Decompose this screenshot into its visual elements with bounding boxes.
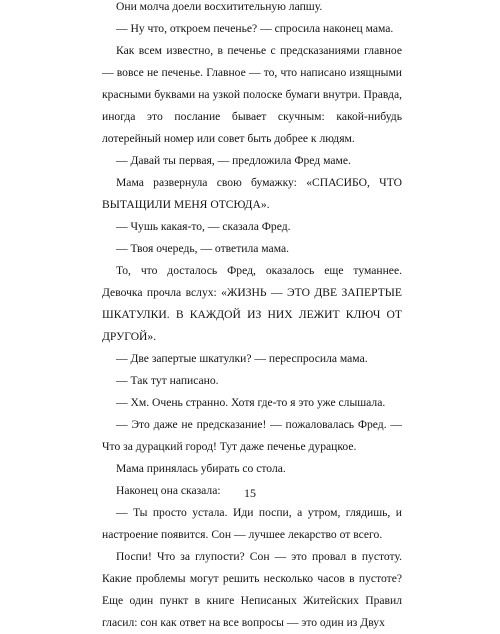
paragraph: Мама принялась убирать со стола. bbox=[116, 462, 286, 475]
paragraph: Мама развернула свою бумажку: «СПАСИБО, ЧТО ВЫТАЩИЛИ МЕНЯ ОТСЮДА». bbox=[102, 176, 402, 211]
paragraph: — Хм. Очень странно. Хотя где-то я это уже слышала. bbox=[116, 396, 386, 409]
paragraph: Они молча доели восхитительную лапшу. bbox=[116, 0, 323, 13]
paragraph: — Так тут написано. bbox=[116, 374, 219, 387]
paragraph: Поспи! Что за глупости? Сон — это провал в пустоту. Какие проблемы могут решить несколько часов в пустоте? Еще один пункт в книге Неписаных Житейских Правил гласил: сон как ответ на все вопросы — это один из Двух bbox=[102, 550, 402, 629]
paragraph: — Давай ты первая, — предложила Фред маме. bbox=[116, 154, 351, 167]
paragraph: — Твоя очередь, — ответила мама. bbox=[116, 242, 290, 255]
paragraph: То, что досталось Фред, оказалось еще туманнее. Девочка прочла вслух: «ЖИЗНЬ — ЭТО ДВЕ ЗАПЕРТЫЕ ШКАТУЛКИ. В КАЖДОЙ ИЗ НИХ ЛЕЖИТ КЛЮЧ ОТ ДРУГОЙ». bbox=[102, 264, 402, 343]
paragraph: — Это даже не предсказание! — пожаловалась Фред. — Что за дурацкий город! Тут даже печенье дурацкое. bbox=[102, 418, 402, 453]
paragraph: Как всем известно, в печенье с предсказаниями главное — вовсе не печенье. Главное — то, что написано изящными красными буквами на узкой полоске бумаги внутри. Правда, иногда это послание бывает скучным: какой-нибудь лотерейный номер или совет быть добрее к людям. bbox=[102, 44, 402, 145]
paragraph: — Ну что, откроем печенье? — спросила наконец мама. bbox=[116, 22, 394, 35]
paragraph: — Чушь какая-то, — сказала Фред. bbox=[116, 220, 291, 233]
paragraph: — Две запертые шкатулки? — переспросила мама. bbox=[116, 352, 368, 365]
page-number: 15 bbox=[244, 486, 256, 500]
paragraph: — Ты просто устала. Иди поспи, а утром, глядишь, и настроение появится. Сон — лучшее лекарство от всего. bbox=[102, 506, 402, 541]
paragraph: Наконец она сказала: bbox=[116, 484, 221, 497]
page-text bbox=[102, 0, 402, 634]
